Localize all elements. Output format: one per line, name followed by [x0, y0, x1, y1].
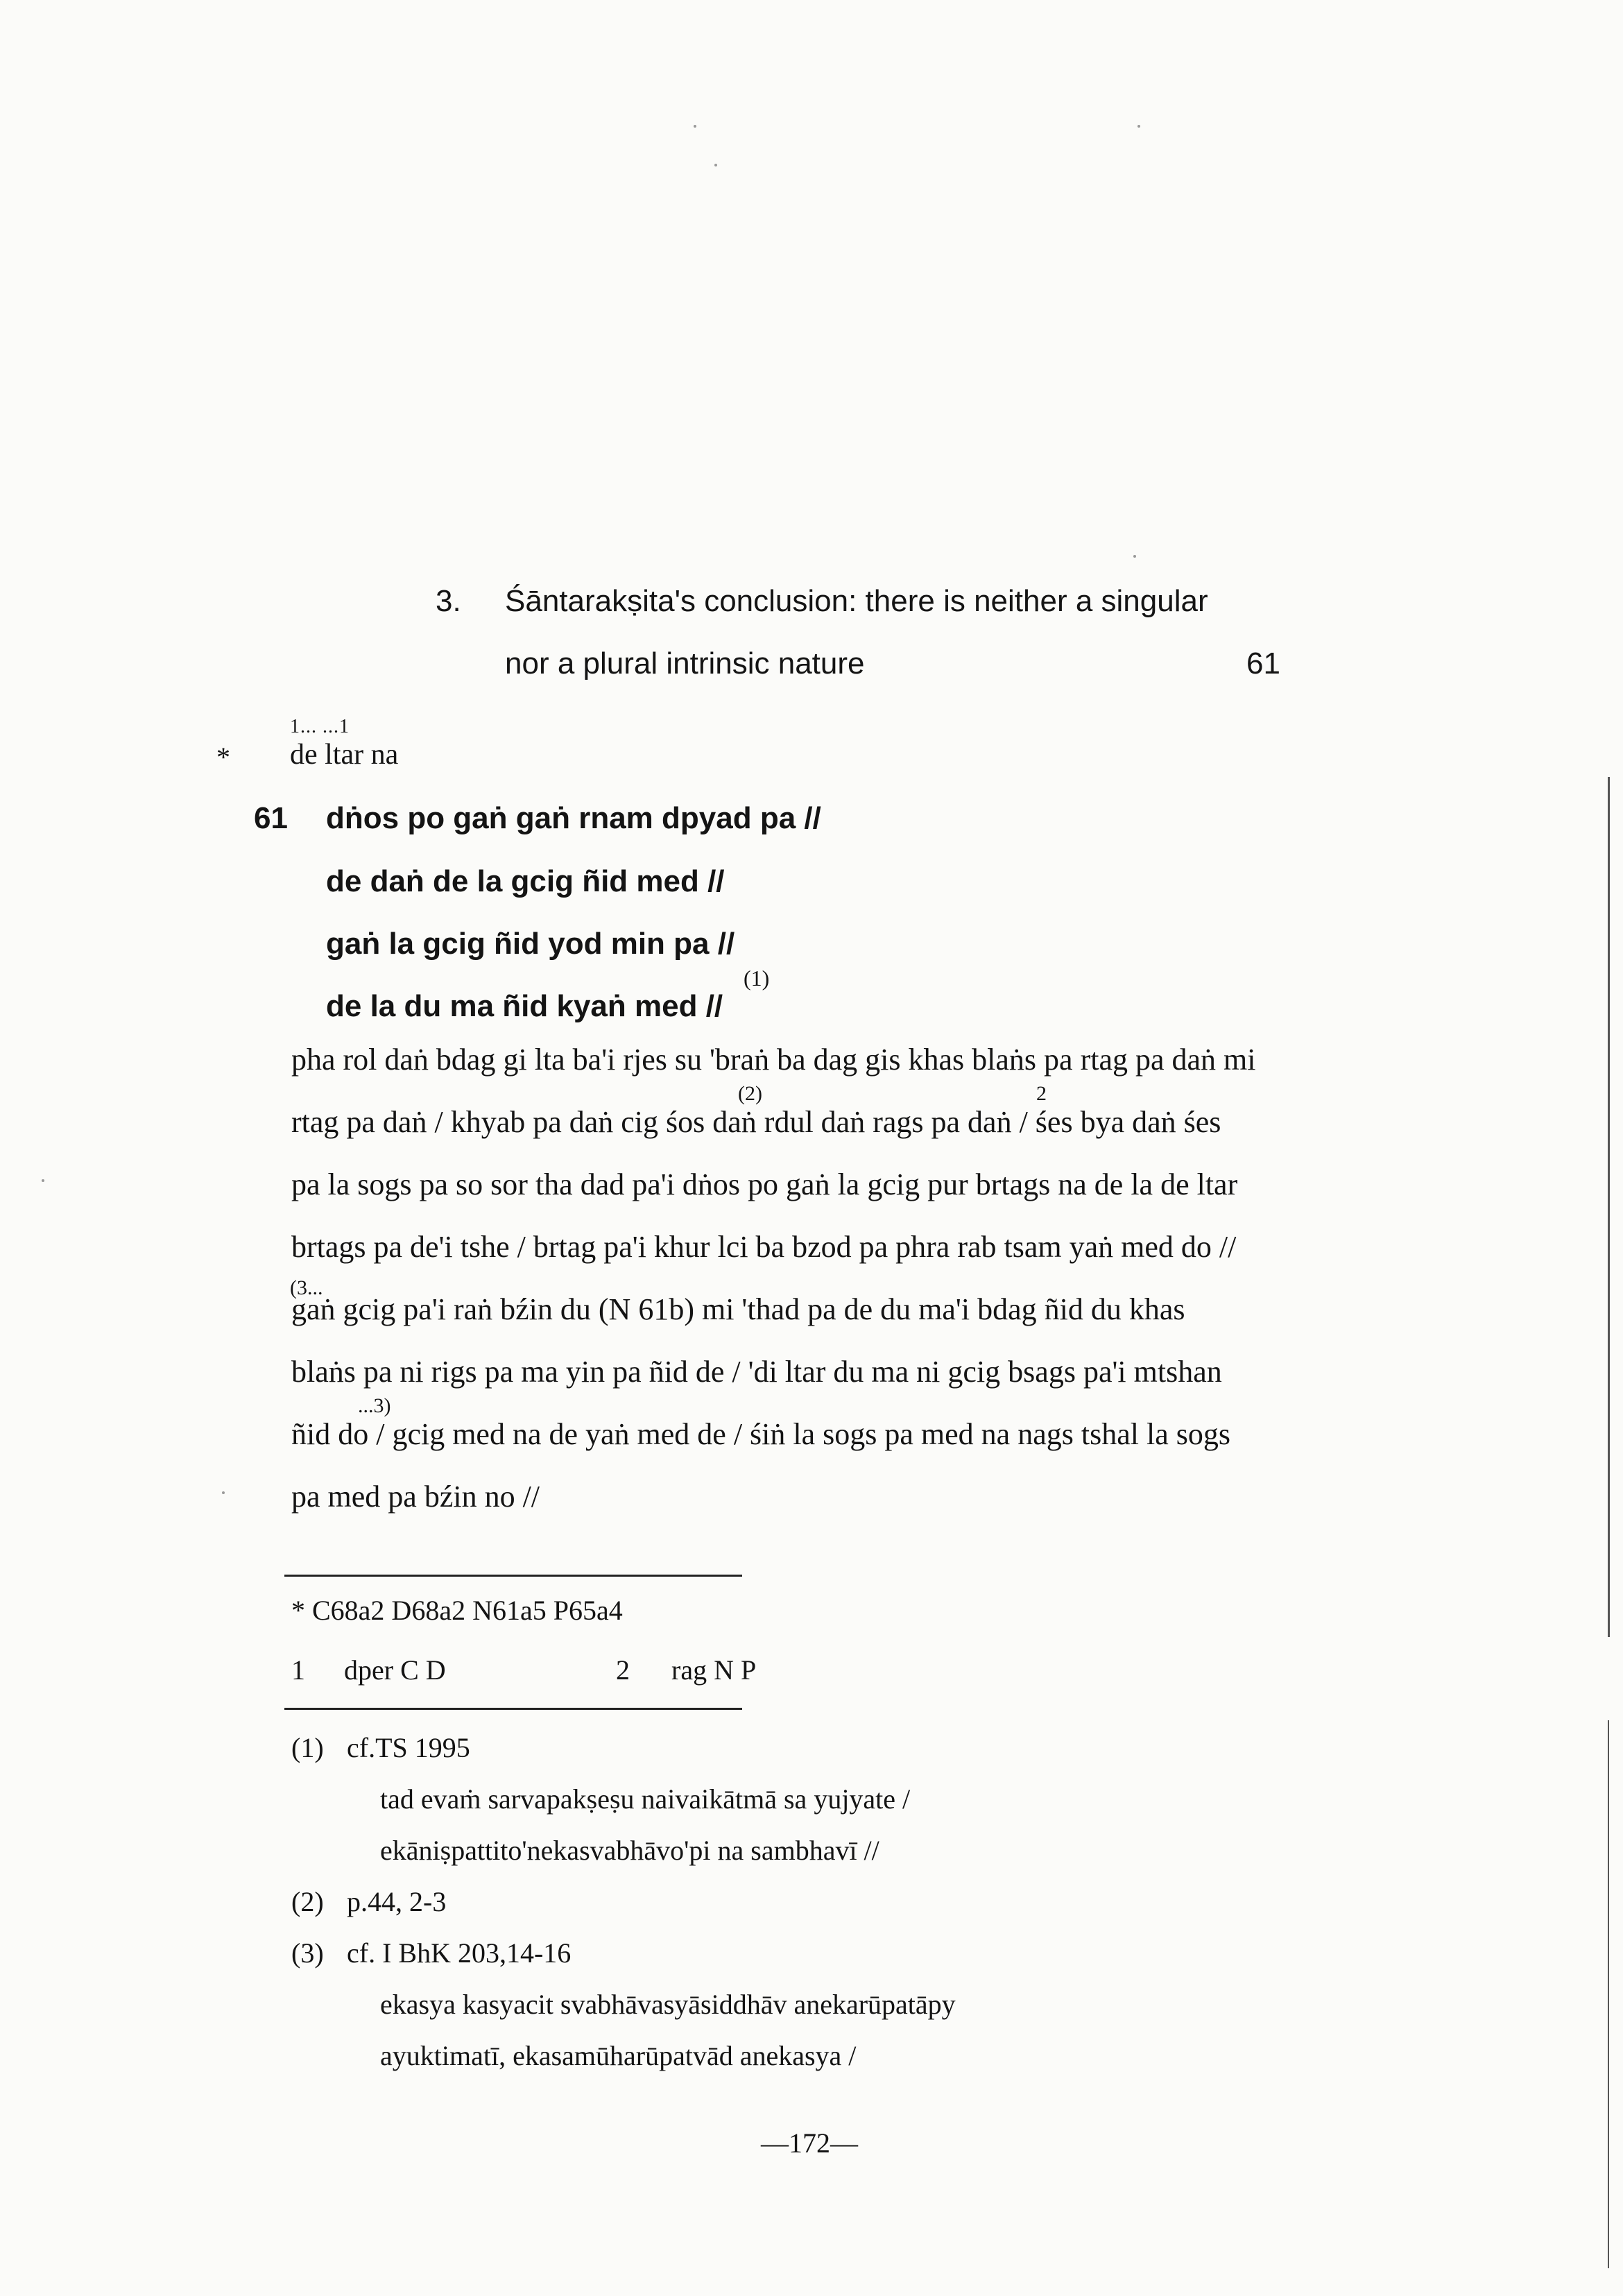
section-number: 3.: [436, 584, 461, 618]
footnote-ref: cf.TS 1995: [347, 1732, 470, 1763]
margin-rule: [1608, 777, 1610, 1637]
apparatus-variant-2-num: 2: [616, 1654, 630, 1686]
scan-speck: [42, 1179, 44, 1182]
verse-line: de daṅ de la gcig ñid med //: [326, 864, 725, 898]
apparatus-sigla: * C68a2 D68a2 N61a5 P65a4: [291, 1595, 623, 1626]
apparatus-rule-bottom: [284, 1708, 742, 1710]
footnote-label: (1): [291, 1732, 324, 1763]
margin-rule: [1608, 1720, 1609, 2268]
apparatus-rule-top: [284, 1575, 742, 1577]
prose-line: rtag pa daṅ / khyab pa daṅ cig śos daṅ rdul daṅ rags pa daṅ / śes bya daṅ śes: [291, 1105, 1221, 1139]
scan-speck: [1133, 555, 1136, 558]
section-page-ref: 61: [1246, 646, 1280, 680]
section-title-line2: nor a plural intrinsic nature: [505, 646, 865, 680]
apparatus-variant-1-num: 1: [291, 1654, 305, 1686]
variant-marks: 1... ...1: [290, 716, 350, 737]
variant-star: *: [216, 742, 230, 773]
variant-marker: 2: [1036, 1082, 1047, 1105]
footnote-line: ekāniṣpattito'nekasvabhāvo'pi na sambhavī //: [380, 1835, 879, 1866]
verse-line: gaṅ la gcig ñid yod min pa //: [326, 927, 735, 961]
footnote-ref: p.44, 2-3: [347, 1886, 447, 1917]
apparatus-variant-1: dper C D: [344, 1654, 446, 1686]
footnote-marker: (3...: [290, 1276, 323, 1299]
verse-footnote-ref: (1): [744, 966, 770, 991]
prose-line: blaṅs pa ni rigs pa ma yin pa ñid de / 'di ltar du ma ni gcig bsags pa'i mtshan: [291, 1355, 1222, 1389]
verse-line: de la du ma ñid kyaṅ med //: [326, 989, 723, 1023]
apparatus-variant-2: rag N P: [671, 1654, 757, 1686]
verse-number: 61: [254, 801, 288, 835]
footnote-marker: ...3): [358, 1394, 391, 1417]
variant-text: de ltar na: [290, 739, 399, 771]
scan-speck: [694, 125, 696, 128]
page-number: —172—: [761, 2127, 858, 2159]
footnote-line: tad evaṁ sarvapakṣeṣu naivaikātmā sa yujyate /: [380, 1783, 911, 1815]
prose-line: brtags pa de'i tshe / brtag pa'i khur lci ba bzod pa phra rab tsam yaṅ med do //: [291, 1230, 1237, 1264]
scan-speck: [1137, 125, 1140, 128]
prose-line: gaṅ gcig pa'i raṅ bźin du (N 61b) mi 'thad pa de du ma'i bdag ñid du khas: [291, 1292, 1185, 1326]
verse-line: dṅos po gaṅ gaṅ rnam dpyad pa //: [326, 801, 821, 835]
footnote-label: (3): [291, 1937, 324, 1969]
scan-speck: [222, 1491, 225, 1494]
prose-line: pa la sogs pa so sor tha dad pa'i dṅos po gaṅ la gcig pur brtags na de la de ltar: [291, 1167, 1238, 1201]
footnote-line: ayuktimatī, ekasamūharūpatvād anekasya /: [380, 2040, 857, 2071]
footnote-ref: cf. I BhK 203,14-16: [347, 1937, 572, 1969]
footnote-label: (2): [291, 1886, 324, 1917]
section-title-line1: Śāntarakṣita's conclusion: there is neither a singular: [505, 584, 1208, 618]
prose-line: pa med pa bźin no //: [291, 1480, 540, 1514]
footnote-line: ekasya kasyacit svabhāvasyāsiddhāv anekarūpatāpy: [380, 1989, 956, 2020]
prose-line: pha rol daṅ bdag gi lta ba'i rjes su 'braṅ ba dag gis khas blaṅs pa rtag pa daṅ mi: [291, 1043, 1256, 1077]
prose-line: ñid do / gcig med na de yaṅ med de / śiṅ la sogs pa med na nags tshal la sogs: [291, 1417, 1230, 1451]
footnote-marker: (2): [738, 1082, 762, 1105]
scan-speck: [714, 164, 717, 166]
